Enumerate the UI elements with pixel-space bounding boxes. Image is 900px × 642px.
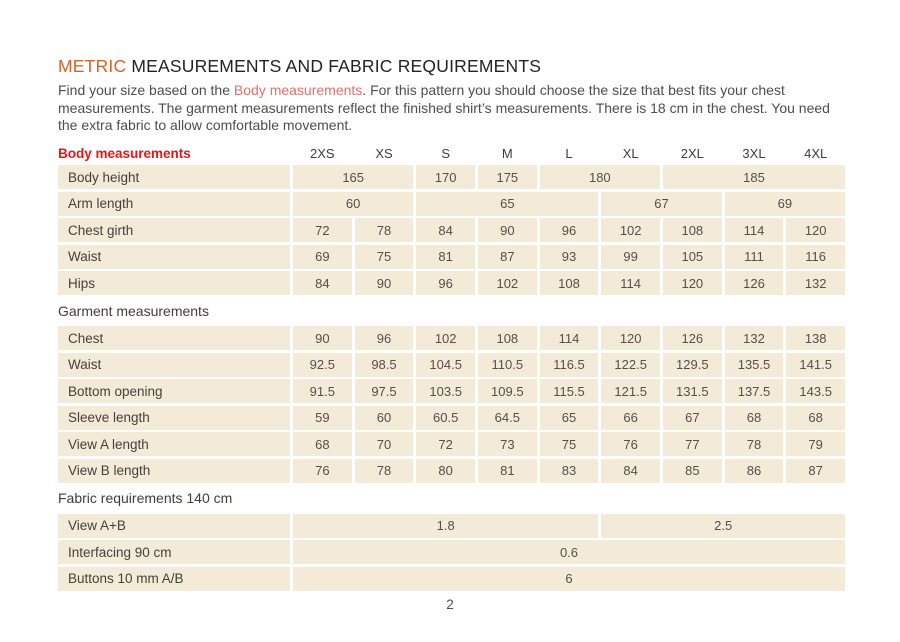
value-cell-chest: 126: [663, 326, 722, 350]
row-label-view-a-b: View A+B: [58, 514, 290, 538]
value-cell-bottom-opening: 121.5: [601, 379, 660, 403]
value-cell-sleeve-length: 67: [663, 406, 722, 430]
value-cell-arm-length: 67: [601, 192, 721, 216]
value-cell-waist: 116: [786, 245, 845, 269]
value-cell-waist: 87: [478, 245, 537, 269]
value-cell-waist: 92.5: [293, 353, 352, 377]
value-cell-sleeve-length: 68: [725, 406, 784, 430]
section-label-fabric-requirements: Fabric requirements 140 cm: [58, 490, 233, 506]
value-cell-waist: 93: [540, 245, 599, 269]
row-label-chest-girth: Chest girth: [58, 218, 290, 242]
value-cell-bottom-opening: 131.5: [663, 379, 722, 403]
value-cell-hips: 120: [663, 271, 722, 295]
row-label-body-height: Body height: [58, 165, 290, 189]
value-cell-arm-length: 65: [416, 192, 598, 216]
value-cell-view-b-length: 76: [293, 459, 352, 483]
value-cell-view-a-b: 2.5: [601, 514, 845, 538]
value-cell-view-b-length: 78: [355, 459, 414, 483]
value-cell-waist: 105: [663, 245, 722, 269]
page-number: 2: [446, 597, 454, 612]
value-cell-interfacing-90-cm: 0.6: [293, 540, 845, 564]
value-cell-chest-girth: 114: [725, 218, 784, 242]
table-header-title: Body measurements: [58, 145, 191, 161]
value-cell-chest-girth: 120: [786, 218, 845, 242]
value-cell-hips: 84: [293, 271, 352, 295]
value-cell-waist: 116.5: [540, 353, 599, 377]
value-cell-bottom-opening: 137.5: [725, 379, 784, 403]
value-cell-chest-girth: 108: [663, 218, 722, 242]
value-cell-sleeve-length: 60: [355, 406, 414, 430]
value-cell-bottom-opening: 97.5: [355, 379, 414, 403]
value-cell-hips: 126: [725, 271, 784, 295]
value-cell-view-a-length: 78: [725, 432, 784, 456]
value-cell-bottom-opening: 103.5: [416, 379, 475, 403]
value-cell-waist: 122.5: [601, 353, 660, 377]
value-cell-view-a-b: 1.8: [293, 514, 598, 538]
document-page: [58, 56, 845, 591]
value-cell-chest-girth: 78: [355, 218, 414, 242]
value-cell-hips: 132: [786, 271, 845, 295]
value-cell-waist: 75: [355, 245, 414, 269]
value-cell-view-a-length: 79: [786, 432, 845, 456]
value-cell-sleeve-length: 59: [293, 406, 352, 430]
value-cell-chest: 138: [786, 326, 845, 350]
value-cell-waist: 104.5: [416, 353, 475, 377]
row-label-buttons-10-mm-a-b: Buttons 10 mm A/B: [58, 567, 290, 591]
value-cell-chest-girth: 102: [601, 218, 660, 242]
value-cell-chest-girth: 90: [478, 218, 537, 242]
value-cell-view-a-length: 72: [416, 432, 475, 456]
value-cell-view-b-length: 85: [663, 459, 722, 483]
value-cell-hips: 102: [478, 271, 537, 295]
intro-paragraph: [58, 82, 848, 135]
column-header-3xl: 3XL: [742, 145, 766, 161]
value-cell-waist: 99: [601, 245, 660, 269]
row-label-view-b-length: View B length: [58, 459, 290, 483]
row-label-chest: Chest: [58, 326, 290, 350]
value-cell-chest: 120: [601, 326, 660, 350]
value-cell-view-b-length: 81: [478, 459, 537, 483]
value-cell-chest: 90: [293, 326, 352, 350]
column-header-4xl: 4XL: [804, 145, 828, 161]
row-label-waist: Waist: [58, 353, 290, 377]
row-label-hips: Hips: [58, 271, 290, 295]
value-cell-sleeve-length: 66: [601, 406, 660, 430]
value-cell-view-a-length: 70: [355, 432, 414, 456]
value-cell-bottom-opening: 115.5: [540, 379, 599, 403]
value-cell-bottom-opening: 109.5: [478, 379, 537, 403]
value-cell-view-a-length: 76: [601, 432, 660, 456]
value-cell-body-height: 175: [478, 165, 537, 189]
row-label-interfacing-90-cm: Interfacing 90 cm: [58, 540, 290, 564]
value-cell-bottom-opening: 143.5: [786, 379, 845, 403]
value-cell-view-b-length: 80: [416, 459, 475, 483]
value-cell-chest: 102: [416, 326, 475, 350]
value-cell-chest-girth: 72: [293, 218, 352, 242]
intro-text-before: Find your size based on the: [58, 82, 234, 98]
column-header-xs: XS: [375, 145, 393, 161]
value-cell-sleeve-length: 64.5: [478, 406, 537, 430]
value-cell-buttons-10-mm-a-b: 6: [293, 567, 845, 591]
row-label-bottom-opening: Bottom opening: [58, 379, 290, 403]
value-cell-chest: 132: [725, 326, 784, 350]
value-cell-body-height: 165: [293, 165, 413, 189]
measurements-table: [58, 144, 845, 591]
value-cell-bottom-opening: 91.5: [293, 379, 352, 403]
intro-text-after: . For this pattern you should choose the size that best fits your chest measurements. The garment measurements reflect the finished shirt’s measurements. There is 18 cm in the chest. You need the extra fabric to allow comfortable movement.: [58, 82, 830, 133]
column-header-s: S: [441, 145, 450, 161]
value-cell-waist: 98.5: [355, 353, 414, 377]
value-cell-chest: 114: [540, 326, 599, 350]
value-cell-body-height: 185: [663, 165, 845, 189]
column-header-xl: XL: [622, 145, 639, 161]
body-measurements-link[interactable]: Body measurements: [233, 82, 363, 98]
value-cell-view-a-length: 75: [540, 432, 599, 456]
value-cell-waist: 110.5: [478, 353, 537, 377]
value-cell-body-height: 170: [416, 165, 475, 189]
value-cell-chest-girth: 96: [540, 218, 599, 242]
value-cell-waist: 129.5: [663, 353, 722, 377]
value-cell-hips: 96: [416, 271, 475, 295]
value-cell-view-b-length: 84: [601, 459, 660, 483]
value-cell-sleeve-length: 60.5: [416, 406, 475, 430]
value-cell-arm-length: 60: [293, 192, 413, 216]
row-label-arm-length: Arm length: [58, 192, 290, 216]
value-cell-sleeve-length: 65: [540, 406, 599, 430]
column-header-2xl: 2XL: [680, 145, 704, 161]
value-cell-chest-girth: 84: [416, 218, 475, 242]
value-cell-view-b-length: 83: [540, 459, 599, 483]
value-cell-chest: 96: [355, 326, 414, 350]
value-cell-body-height: 180: [540, 165, 660, 189]
value-cell-waist: 141.5: [786, 353, 845, 377]
value-cell-waist: 81: [416, 245, 475, 269]
value-cell-view-a-length: 77: [663, 432, 722, 456]
row-label-view-a-length: View A length: [58, 432, 290, 456]
value-cell-hips: 114: [601, 271, 660, 295]
value-cell-waist: 69: [293, 245, 352, 269]
value-cell-arm-length: 69: [725, 192, 845, 216]
column-header-2xs: 2XS: [310, 145, 335, 161]
value-cell-view-a-length: 68: [293, 432, 352, 456]
value-cell-sleeve-length: 68: [786, 406, 845, 430]
row-label-waist: Waist: [58, 245, 290, 269]
section-label-garment-measurements: Garment measurements: [58, 302, 209, 319]
value-cell-hips: 90: [355, 271, 414, 295]
value-cell-hips: 108: [540, 271, 599, 295]
row-label-sleeve-length: Sleeve length: [58, 406, 290, 430]
page-title: [58, 56, 845, 77]
value-cell-view-b-length: 87: [786, 459, 845, 483]
column-header-m: M: [501, 145, 513, 161]
value-cell-view-a-length: 73: [478, 432, 537, 456]
value-cell-waist: 111: [725, 245, 784, 269]
page-title-rest: MEASUREMENTS AND FABRIC REQUIREMENTS: [131, 56, 542, 76]
value-cell-chest: 108: [478, 326, 537, 350]
page-title-accent: METRIC: [58, 56, 127, 76]
column-header-l: L: [565, 145, 573, 161]
value-cell-waist: 135.5: [725, 353, 784, 377]
value-cell-view-b-length: 86: [725, 459, 784, 483]
